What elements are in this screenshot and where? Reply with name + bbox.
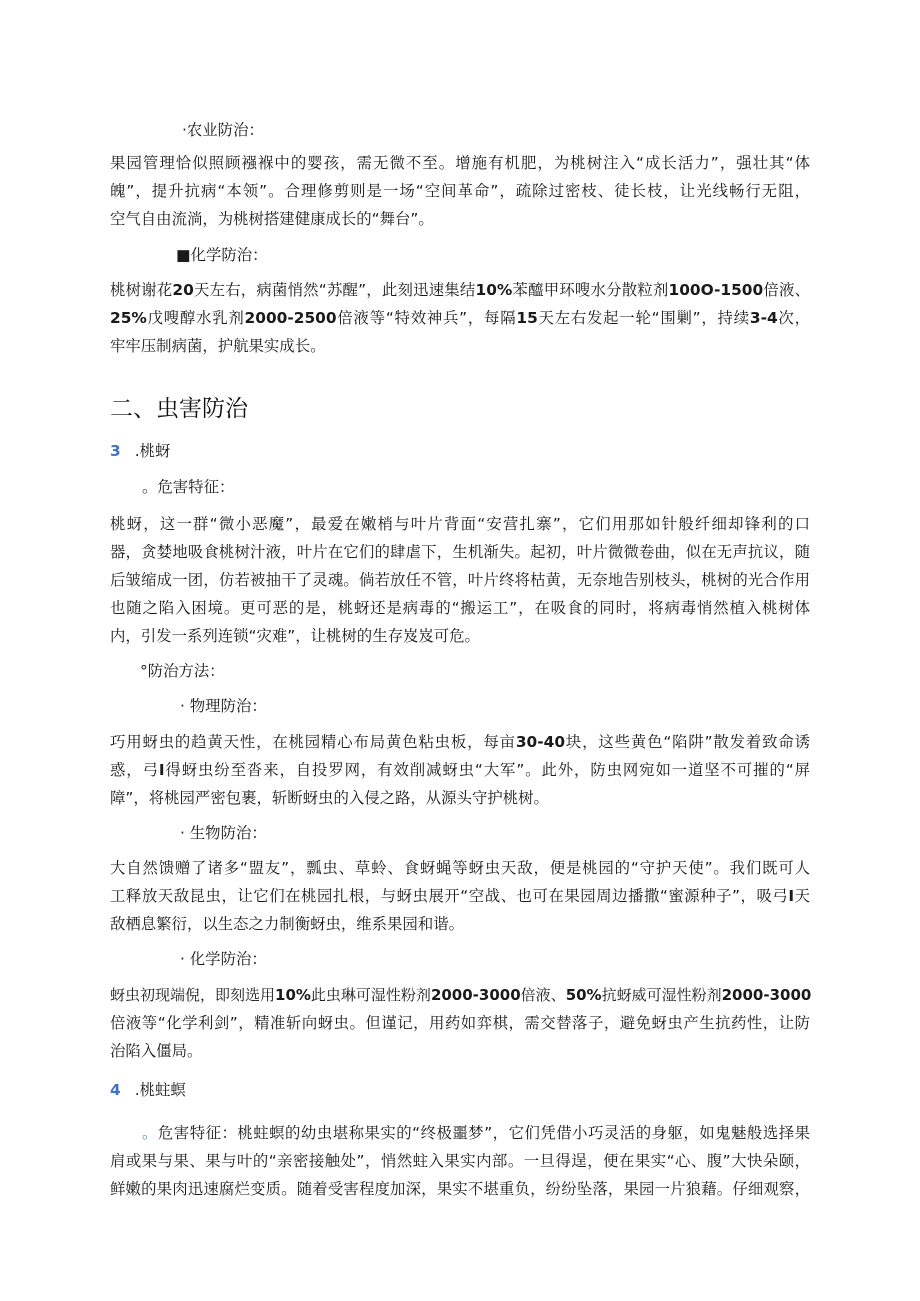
borer-harm-line-3: 鲜嫩的果肉迅速腐烂变质。随着受害程度加深，果实不堪重负，纷纷坠落，果园一片狼藉。仔细观察， bbox=[110, 1180, 810, 1198]
agri-heading: ·农业防治： bbox=[182, 121, 264, 139]
physical-line-2: 惑，弓I得蚜虫纷至沓来，自投罗网，有效削减蚜虫“大军”。此外，防虫网宛如一道坚不可摧的“屏 bbox=[110, 761, 810, 779]
aphid-title: 3 .桃蚜 bbox=[110, 442, 171, 460]
physical-line-3: 障”，将桃园严密包裹，斩断蚜虫的入侵之路，从源头守护桃树。 bbox=[110, 789, 549, 807]
bio-line-3: 敌栖息繁衍，以生态之力制衡蚜虫，维系果园和谐。 bbox=[110, 915, 464, 933]
bio-line-1: 大自然馈赠了诸多“盟友”，瓢虫、草蛉、食蚜蝇等蚜虫天敌，便是桃园的“守护天使”。我们既可人 bbox=[110, 859, 810, 877]
chem2-line-2: 倍液等“化学利剑”，精准斩向蚜虫。但谨记，用药如弈棋，需交替落子，避免蚜虫产生抗药性，让防 bbox=[110, 1014, 810, 1032]
borer-harm-line-1: 。危害特征：桃蛀螟的幼虫堪称果实的“终极噩梦”，它们凭借小巧灵活的身躯，如鬼魅般选择果 bbox=[142, 1124, 810, 1142]
agri-line-3: 空气自由流淌，为桃树搭建健康成长的“舞台”。 bbox=[110, 210, 434, 228]
aphid-harm-line-5: 内，引发一系列连锁“灾难”，让桃树的生存岌岌可危。 bbox=[110, 627, 480, 645]
aphid-method-heading: °防治方法： bbox=[140, 662, 225, 680]
chem1-line-2: 25%戊嗖醇水乳剂2000-2500倍液等“特效神兵”，每隔15天左右发起一轮“围剿”，持续3-4次， bbox=[110, 309, 810, 327]
borer-harm-line-2: 肩或果与果、果与叶的“亲密接触处”，悄然蛀入果实内部。一旦得逞，便在果实“心、腹”大快朵颐， bbox=[110, 1152, 810, 1170]
chem2-heading: · 化学防治： bbox=[180, 950, 267, 968]
aphid-harm-heading: 。危害特征： bbox=[142, 478, 235, 496]
borer-number: 4 bbox=[110, 1081, 121, 1099]
chem1-heading: ■化学防治： bbox=[176, 246, 268, 264]
borer-title: 4 .桃蛀螟 bbox=[110, 1081, 186, 1099]
aphid-harm-line-2: 器，贪婪地吸食桃树汁液，叶片在它们的肆虐下，生机渐失。起初，叶片微微卷曲，似在无声抗议，随 bbox=[110, 543, 810, 561]
section-heading-pest-control: 二、虫害防治 bbox=[110, 396, 248, 422]
chem1-line-1: 桃树谢花20天左右，病菌悄然“苏醒”，此刻迅速集结10%苯醯甲环嗖水分散粒剂100O-1500倍液、 bbox=[110, 281, 810, 299]
physical-line-1: 巧用蚜虫的趋黄天性，在桃园精心布局黄色粘虫板，每亩30-40块，这些黄色“陷阱”散发着致命诱 bbox=[110, 733, 810, 751]
agri-line-1: 果园管理恰似照顾襁褓中的婴孩，需无微不至。增施有机肥，为桃树注入“成长活力”，强壮其“体 bbox=[110, 154, 810, 172]
aphid-harm-line-3: 后皱缩成一团，仿若被抽干了灵魂。倘若放任不管，叶片终将枯黄，无奈地告别枝头，桃树的光合作用 bbox=[110, 571, 810, 589]
aphid-number: 3 bbox=[110, 442, 121, 460]
chem2-line-3: 治陷入僵局。 bbox=[110, 1042, 203, 1060]
aphid-harm-line-1: 桃蚜，这一群“微小恶魔”，最爱在嫩梢与叶片背面“安营扎寨”，它们用那如针般纤细却锋利的口 bbox=[110, 515, 810, 533]
bio-heading: · 生物防治： bbox=[180, 824, 267, 842]
physical-heading: · 物理防治： bbox=[180, 697, 267, 715]
bio-line-2: 工释放天敌昆虫，让它们在桃园扎根，与蚜虫展开“空战、也可在果园周边播撒“蜜源种子”，吸弓I天 bbox=[110, 887, 810, 905]
chem2-line-1: 蚜虫初现端倪，即刻选用10%此虫琳可湿性粉剂2000-3000倍液、50%抗蚜威可湿性粉剂2000-3000 bbox=[110, 986, 812, 1004]
chem1-line-3: 牢牢压制病菌，护航果实成长。 bbox=[110, 337, 326, 355]
aphid-harm-line-4: 也随之陷入困境。更可恶的是，桃蚜还是病毒的“搬运工”，在吸食的同时，将病毒悄然植入桃树体 bbox=[110, 599, 810, 617]
agri-line-2: 魄”，提升抗病“本领”。合理修剪则是一场“空间革命”，疏除过密枝、徒长枝，让光线畅行无阻， bbox=[110, 182, 810, 200]
